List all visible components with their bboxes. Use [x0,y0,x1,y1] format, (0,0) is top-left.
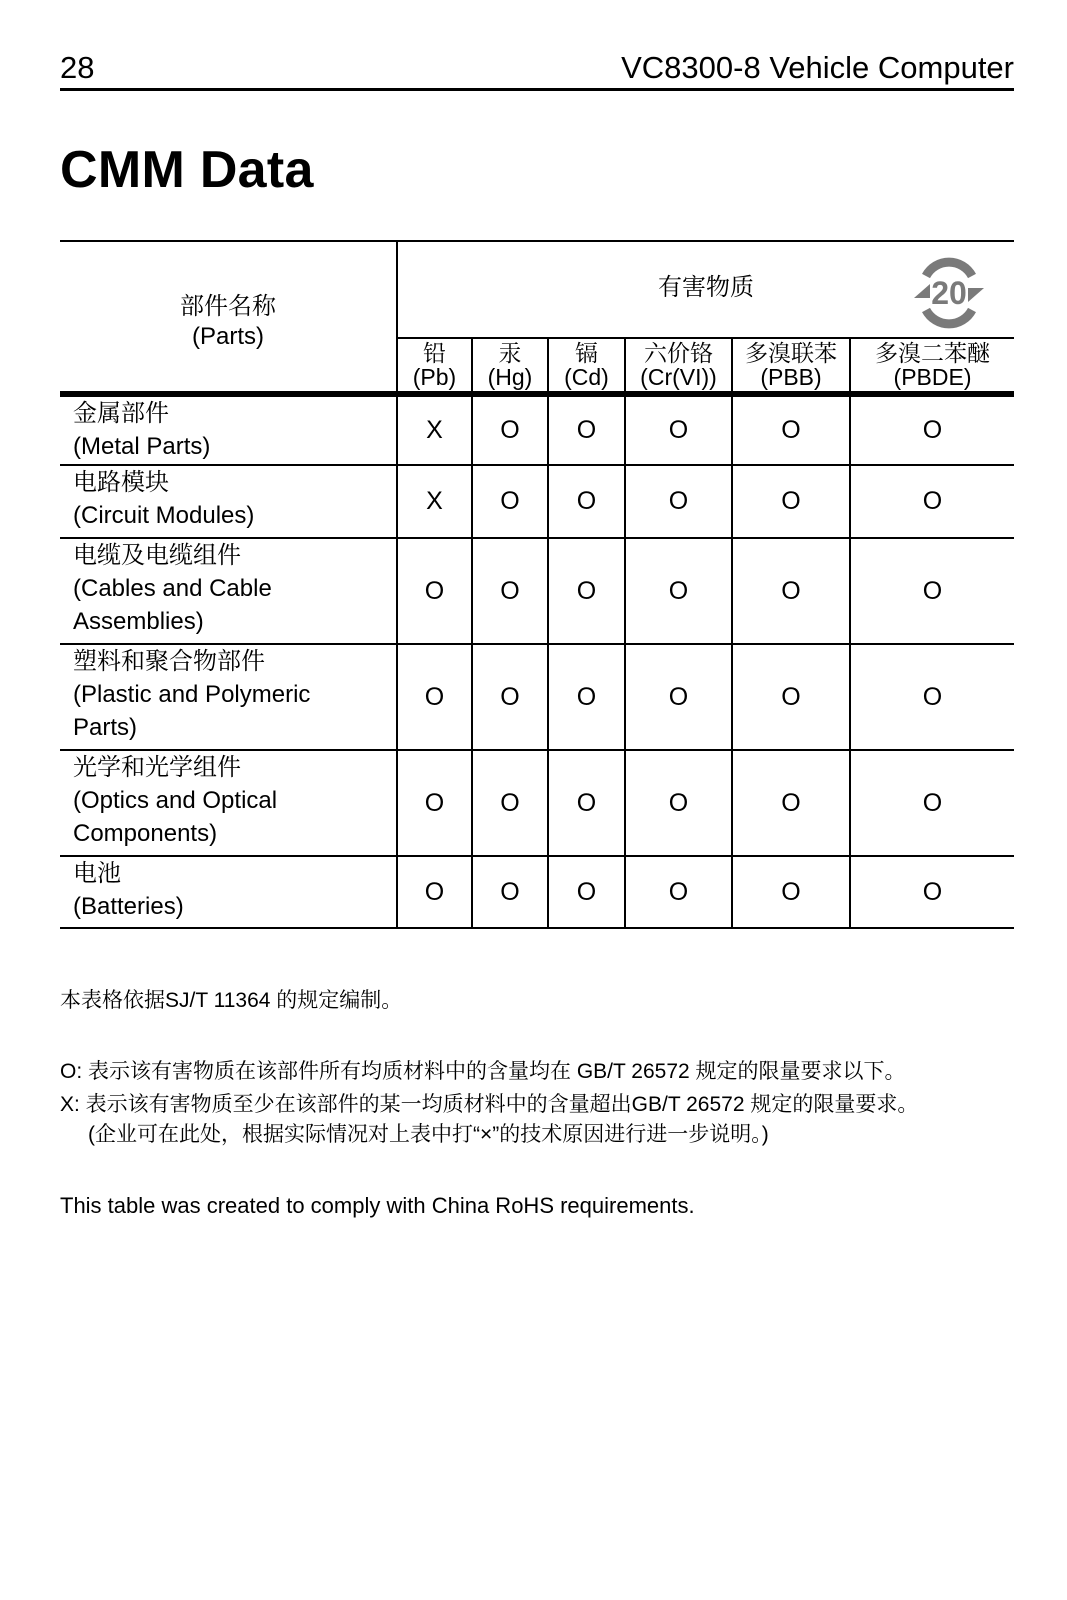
value-cell: O [472,644,548,750]
hazardous-substances-header [397,241,1014,338]
parts-column-header [60,241,397,394]
value-cell: O [625,750,732,856]
table-row [60,750,1014,856]
substance-header: 镉 (Cd) [548,338,625,394]
value-cell: O [472,538,548,644]
substance-header: 多溴二苯醚 (PBDE) [850,338,1014,394]
part-name-cell: 电池 (Batteries) [60,856,397,928]
hazardous-substances-label: 有害物质 [658,274,755,301]
page-number: 28 [60,50,95,85]
value-cell: O [850,856,1014,928]
value-cell: O [472,856,548,928]
standard-note: 本表格依据SJ/T 11364 的规定编制。 [60,989,403,1012]
value-cell: O [625,465,732,538]
substance-header: 六价铬 (Cr(VI)) [625,338,732,394]
value-cell: O [472,394,548,465]
value-cell: O [850,394,1014,465]
value-cell: O [732,394,850,465]
value-cell: X [397,465,472,538]
china-rohs-20-year-efup-icon [910,256,988,330]
value-cell: O [397,750,472,856]
table-row [60,394,1014,465]
substance-header: 铅 (Pb) [397,338,472,394]
value-cell: O [732,750,850,856]
value-cell: O [625,394,732,465]
value-cell: O [850,465,1014,538]
value-cell: O [625,644,732,750]
value-cell: O [397,538,472,644]
page-header [60,48,1014,91]
table-row [60,644,1014,750]
part-name-cell: 电缆及电缆组件 (Cables and Cable Assemblies) [60,538,397,644]
value-cell: X [397,394,472,465]
value-cell: O [548,394,625,465]
running-title: VC8300-8 Vehicle Computer [621,50,1014,85]
substance-header: 汞 (Hg) [472,338,548,394]
o-definition-note: O: 表示该有害物质在该部件所有均质材料中的含量均在 GB/T 26572 规定的限量要求以下。 [60,1060,906,1083]
part-name-cell: 光学和光学组件 (Optics and Optical Components) [60,750,397,856]
x-definition-note: X: 表示该有害物质至少在该部件的某一均质材料中的含量超出GB/T 26572 规定的限量要求。 [60,1093,919,1116]
value-cell: O [397,644,472,750]
value-cell: O [732,644,850,750]
parts-header-zh: 部件名称 [180,292,276,320]
table-row [60,856,1014,928]
value-cell: O [625,856,732,928]
value-cell: O [850,538,1014,644]
cmm-table [60,240,1014,929]
value-cell: O [850,750,1014,856]
value-cell: O [548,538,625,644]
page-title: CMM Data [60,141,314,199]
substance-header: 多溴联苯 (PBB) [732,338,850,394]
value-cell: O [472,465,548,538]
value-cell: O [548,465,625,538]
value-cell: O [732,465,850,538]
table-row [60,465,1014,538]
table-row [60,538,1014,644]
value-cell: O [472,750,548,856]
value-cell: O [850,644,1014,750]
value-cell: O [625,538,732,644]
value-cell: O [732,538,850,644]
part-name-cell: 塑料和聚合物部件 (Plastic and Polymeric Parts) [60,644,397,750]
value-cell: O [397,856,472,928]
parts-header-en: (Parts) [192,322,264,350]
rohs-logo-number: 20 [931,275,967,311]
value-cell: O [548,644,625,750]
part-name-cell: 电路模块 (Circuit Modules) [60,465,397,538]
value-cell: O [548,856,625,928]
value-cell: O [732,856,850,928]
value-cell: O [548,750,625,856]
part-name-cell: 金属部件 (Metal Parts) [60,394,397,465]
english-compliance-note: This table was created to comply with China RoHS requirements. [60,1193,695,1218]
x-remark-note: (企业可在此处，根据实际情况对上表中打“×”的技术原因进行进一步说明。) [88,1123,769,1146]
